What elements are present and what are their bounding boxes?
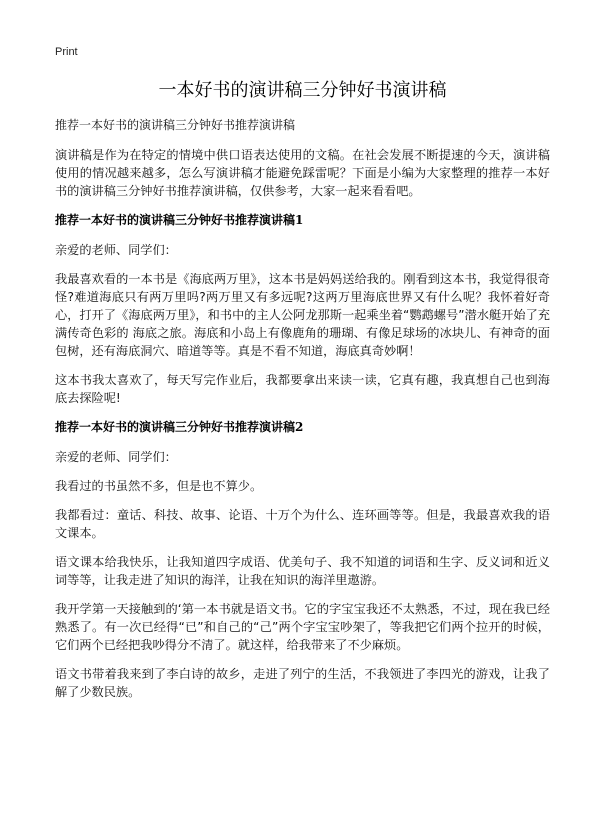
paragraph: 我都看过：童话、科技、故事、论语、十万个为什么、连环画等等。但是，我最喜欢我的语文课本。	[55, 508, 550, 540]
document-title: 一本好书的演讲稿三分钟好书演讲稿	[158, 80, 447, 101]
paragraph: 我开学第一天接触到的‘第一本书就是语文书。它的字宝宝我还不太熟悉，不过，现在我已经熟悉了。有一次已经得“已”和自己的“己”两个字宝宝吵架了，等我把它们两个拉开的时候，它们两个已经把我吵得分不清了。就这样，给我带来了不少麻烦。	[55, 602, 550, 652]
paragraph: 我看过的书虽然不多，但是也不算少。	[55, 479, 263, 493]
intro-paragraph: 演讲稿是作为在特定的情境中供口语表达使用的文稿。在社会发展不断提速的今天，演讲稿使用的情况越来越多，怎么写演讲稿才能避免踩雷呢？下面是小编为大家整理的推荐一本好书的演讲稿三分钟好书推荐演讲稿，仅供参考，大家一起来看看吧。	[55, 148, 550, 198]
paragraph: 语文书带着我来到了李白诗的故乡，走进了列宁的生活，不我领进了李四光的游戏，让我了解了少数民族。	[55, 667, 550, 699]
section-heading: 推荐一本好书的演讲稿三分钟好书推荐演讲稿2	[55, 420, 304, 434]
document-page	[55, 45, 550, 712]
print-link[interactable]: Print	[55, 46, 78, 58]
paragraph: 语文课本给我快乐，让我知道四字成语、优美句子、我不知道的词语和生字、反义词和近义词等等，让我走进了知识的海洋，让我在知识的海洋里遨游。	[55, 555, 550, 587]
paragraph: 我最喜欢看的一本书是《海底两万里》，这本书是妈妈送给我的。刚看到这本书，我觉得很奇怪?难道海底只有两万里吗?两万里又有多远呢?这两万里海底世界又有什么呢？我怀着好奇心，打开了《海底两万里》，和书中的主人公阿龙那斯一起乘坐着“鹦鹉螺号”潜水艇开始了充满传奇色彩的 海底之旅。海底和小岛上有像鹿角的珊瑚、有像足球场的冰块儿、有神奇的面包树，还有海底洞穴、暗道等等。真是不看不知道，海底真奇妙啊！	[55, 272, 550, 358]
section-2	[55, 419, 550, 701]
paragraph: 这本书我太喜欢了，每天写完作业后，我都要拿出来读一读，它真有趣，我真想自己也到海底去探险呢!	[55, 373, 550, 405]
document-subtitle: 推荐一本好书的演讲稿三分钟好书推荐演讲稿	[55, 118, 296, 132]
section-1	[55, 212, 550, 407]
paragraph-greeting: 亲爱的老师、同学们：	[55, 243, 177, 257]
paragraph-greeting: 亲爱的老师、同学们：	[55, 450, 177, 464]
section-heading: 推荐一本好书的演讲稿三分钟好书推荐演讲稿1	[55, 213, 304, 227]
